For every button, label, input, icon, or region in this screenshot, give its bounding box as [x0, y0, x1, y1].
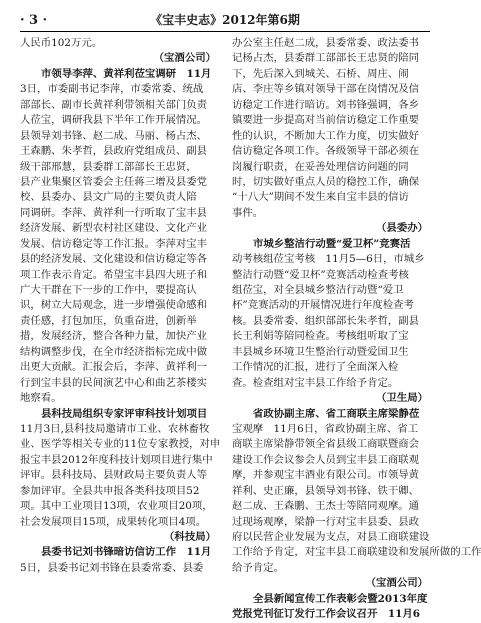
- text-line: 性的认识，不断加大工作力度，切实做好: [232, 129, 420, 142]
- text-line: 业、医学等相关专业的11位专家教授，对申: [20, 438, 221, 451]
- text-line: 下，先后深入到城关、石桥、周庄、闹: [232, 67, 409, 80]
- text-line: 宝观摩 11月6日，省政协副主席、省工: [232, 422, 419, 435]
- journal-title: 《宝丰史志》2012年第6期: [150, 13, 300, 27]
- text-line: 地察看。: [20, 392, 62, 405]
- text-line: 识，树立大局观念，进一步增强使命感和: [20, 299, 208, 312]
- article-fragment: [20, 36, 218, 67]
- text-line: 参加评审。全县共申报各类科技项目52: [20, 484, 200, 497]
- text-line: 时，切实做好重点人员的稳控工作，确保: [232, 175, 420, 188]
- text-line: 县产业集聚区管委会主任蒋三增及县委党: [20, 175, 208, 188]
- text-line: 王森鹏、朱孝哲，县政府党组成员、副县: [20, 145, 208, 158]
- text-line: 店、李庄等乡镇对领导干部在岗情况及信: [232, 83, 420, 96]
- page-number: · 3 ·: [20, 13, 48, 28]
- text-line: 措，发展经济，整合各种力量，加快产业: [20, 330, 208, 343]
- text-line: 祥利、史正廉，县领导刘书锋、铁干卿、: [232, 484, 420, 497]
- text-line: 级干部邢慧，县委群工部部长王忠贤，: [20, 160, 197, 173]
- text-line: 3日，市委副书记李萍，市委常委、统战: [20, 83, 204, 96]
- article-petition-visit: [20, 545, 218, 576]
- article-sanitation-check: [232, 237, 430, 407]
- text-line: 过现场观摩，梁静一行对宝丰县委、县政: [232, 515, 420, 528]
- article-source: （卫生局）: [376, 392, 428, 405]
- article-headline: 县委书记刘书锋暗访信访工作 11月: [41, 546, 212, 559]
- text-line: 5日，县委书记刘书锋在县委常委、县委: [20, 561, 204, 574]
- text-line: 社会发展项目15项，成果转化项目4项。: [20, 515, 207, 528]
- text-line: 长王利娟等陪同检查。考核组听取了宝: [232, 330, 409, 343]
- article-leader-visit: [20, 67, 218, 407]
- text-line: 岗履行职责，在妥善处理信访问题的同: [232, 160, 409, 173]
- text-line: 核。县委常委、组织部部长朱孝哲，副县: [232, 314, 420, 327]
- text-line: 信访稳定各项工作。各级领导干部必须在: [232, 145, 420, 158]
- text-line: 人民币102万元。: [20, 37, 103, 49]
- text-line: 府以民营企业发展为支点，对县工商联建设: [232, 531, 430, 543]
- text-line: 办公室主任赵二成，县委常委、政法委书: [232, 37, 420, 49]
- article-headline: 市领导李萍、黄祥利莅宝调研 11月: [41, 67, 212, 80]
- article-headline: 全县新闻宣传工作表彰会暨2013年度: [253, 592, 428, 605]
- article-headline: 市城乡整洁行动暨“爱卫杯”竞赛活: [253, 237, 411, 250]
- text-line: 项工作表示肯定。希望宝丰县四大班子和: [20, 268, 208, 281]
- text-line: 事件。: [232, 206, 264, 219]
- text-line: 县领导刘书锋、赵二成、马丽、杨占杰、: [20, 129, 208, 142]
- text-line: 丰县城乡环境卫生整治行动暨爱国卫生: [232, 345, 409, 358]
- text-line: 校、县委办、县文广局的主要负责人陪: [20, 191, 197, 204]
- text-line: 评审。县科技局、县财政局主要负责人等: [20, 469, 208, 482]
- text-line: 摩，并参观宝丰酒业有限公司。市领导黄: [232, 469, 420, 482]
- article-tech-review: [20, 407, 221, 546]
- text-line: 商联主席梁静带领全省县级工商联暨商会: [232, 438, 420, 451]
- text-line: 组莅宝，对全县城乡整洁行动暨“爱卫: [232, 284, 404, 296]
- article-headline: 县科技局组织专家评审科技计划项目: [41, 407, 208, 420]
- article-source: （宝酒公司）: [153, 52, 216, 65]
- text-line: 党报党刊征订发行工作会议召开 11月6: [232, 608, 420, 621]
- text-line: 11月3日,县科技局邀请市工业、农林畜牧: [20, 422, 210, 435]
- text-line: 查。检查组对宝丰县工作给予肯定。: [232, 376, 399, 389]
- text-line: 经济发展、新型农村社区建设、文化产业: [20, 222, 208, 235]
- text-line: 部部长、副市长黄祥利带领相关部门负责: [20, 98, 208, 111]
- text-line: 给予肯定。: [232, 561, 284, 574]
- text-line: 出更大贡献。汇报会后，李萍、黄祥利一: [20, 361, 208, 374]
- text-line: 动考核组莅宝考核 11月5—6日，市城乡: [232, 253, 425, 266]
- article-source: （县委办）: [376, 222, 428, 235]
- article-petition-visit-continued: [232, 36, 430, 237]
- page-header: [20, 10, 430, 32]
- text-line: 发展、信访稳定等工作汇报。李萍对宝丰: [20, 237, 208, 250]
- text-line: 赵二成、王森鹏、王杰士等陪同观摩。通: [232, 500, 420, 513]
- text-line: 行到宝丰县的民间演艺中心和曲艺茶楼实: [20, 376, 208, 389]
- left-column: [20, 36, 221, 576]
- text-line: 镇要进一步提高对当前信访稳定工作重要: [232, 114, 420, 127]
- text-line: 县的经济发展、文化建设和信访稳定等各: [20, 253, 208, 266]
- text-line: 整洁行动暨“爱卫杯”竞赛活动检查考核: [232, 268, 409, 281]
- right-column: [232, 36, 481, 623]
- text-line: 项。其中工业项目13项，农业项目20项，: [20, 500, 213, 513]
- article-source: （科技局）: [164, 531, 216, 543]
- text-line: 工作情况的汇报，进行了全面深入检: [232, 361, 399, 374]
- text-line: “十八大”期间不发生来自宝丰县的信访: [232, 191, 409, 204]
- text-line: 责任感，打包加压，负重奋进，创新举: [20, 314, 197, 327]
- text-line: 人莅宝，调研我县下半年工作开展情况。: [20, 114, 208, 127]
- text-line: 杯”竞赛活动的开展情况进行年度检查考: [232, 299, 414, 312]
- text-line: 报宝丰县2012年度科技计划项目进行集中: [20, 453, 213, 466]
- text-line: 记杨占杰，县委群工部部长王忠贤的陪同: [232, 52, 420, 65]
- article-headline: 省政协副主席、省工商联主席梁静莅: [253, 407, 420, 420]
- text-line: 访稳定工作进行暗访。刘书锋强调，各乡: [232, 98, 420, 111]
- article-cppcc-visit: [232, 407, 481, 592]
- article-news-meeting: [232, 592, 430, 623]
- text-line: 同调研。李萍、黄祥利一行听取了宝丰县: [20, 206, 208, 219]
- text-line: 结构调整步伐，在全市经济指标完成中做: [20, 345, 208, 358]
- text-line: 广大干群在下一步的工作中，要提高认: [20, 284, 197, 296]
- text-line: 建设工作会议参会人员到宝丰县工商联观: [232, 453, 420, 466]
- article-source: （宝酒公司）: [365, 577, 428, 590]
- text-line: 工作给予肯定，对宝丰县工商联建设和发展所做的工作: [232, 546, 481, 559]
